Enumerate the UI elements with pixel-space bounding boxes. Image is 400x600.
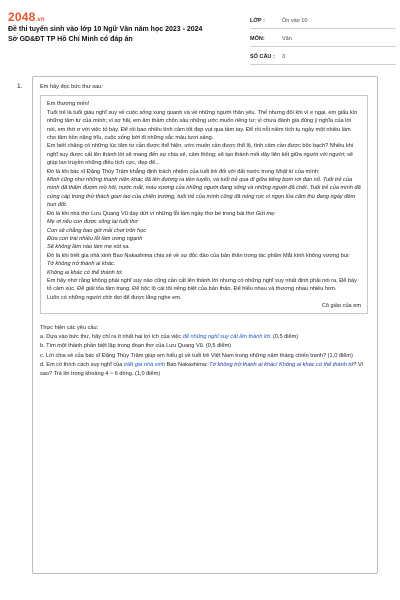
paragraph-text: của mình:	[293, 168, 320, 175]
paragraph-text: Đó là khi nhà thơ Lưu Quang Vũ day dứt vì những lỗi lầm ngày thơ bé trong bài thơ	[47, 210, 256, 217]
letter-paragraph-6: Đó là khi triết gia nhà xinh Bao Nakashima chia sẻ về sự độc đáo của bản thân trong tác phẩm Mắt kính không vương bụi:	[47, 252, 350, 259]
quote-line: Tớ không trở thành ai khác.	[47, 261, 116, 268]
meta-row-question-count	[250, 49, 396, 65]
poem-line: Đừa con trai nhiều lỗi lầm ương ngạnh	[47, 235, 143, 242]
meta-row-subject	[250, 31, 396, 47]
task-text: d. Em có thích cách suy nghĩ của	[40, 362, 124, 369]
poem-line: Sẽ không làm nào làm mẹ xót xa.	[47, 244, 131, 251]
meta-value: Văn	[282, 35, 292, 42]
meta-key: LỚP :	[250, 17, 265, 24]
task-text: . (0,5 điểm)	[269, 333, 299, 340]
meta-value: Ôn vào 10	[282, 17, 308, 24]
task-a	[40, 333, 368, 341]
question-prompt: Em hãy đọc bức thư sau:	[40, 84, 103, 90]
letter-paragraph-8: Luôn có những người chờ đợi để được lắng nghe em.	[47, 294, 182, 301]
letter-signature: Cô giáo của em	[321, 303, 361, 310]
exam-title-line-2: Sở GD&ĐT TP Hồ Chí Minh có đáp án	[8, 36, 133, 43]
task-list	[40, 324, 368, 378]
exam-title-line-1: Đề thi tuyển sinh vào lớp 10 Ngữ Văn năm học 2023 - 2024	[8, 26, 203, 33]
task-highlight: Tớ không trở thành ai khác/ Không ai khác có thể thành tớ	[209, 362, 354, 369]
logo-suffix: .vn	[35, 17, 45, 23]
letter-paragraph-3	[47, 168, 361, 176]
page-header	[0, 0, 400, 68]
letter-paragraph-1: Tuổi trẻ là tuổi giàu nghĩ suy về cuộc sống xung quanh và về những người thân yêu. Thế nhưng đôi khi vì e ngại, em giấu kín những tâm tư của mình; vì sợ hãi, em âm thầm chôn sâu những ước muốn riêng tư; vì chưa đánh giá đúng ý nghĩa của lời nói, em thờ ơ với việc tỏ bày. Để rồi bao nhiêu tình cảm tốt đẹp vụt qua tầm tay. Để rồi nỗi niềm tích tụ ngày một nhiều làm cho tâm hồn nặng trĩu, cuộc sống bớt đi những sắc màu tươi sáng.	[47, 109, 358, 142]
task-c: c. Lời chia sẻ của bác sĩ Đặng Thùy Trâm giúp em hiểu gì về tuổi trẻ Việt Nam trong những năm tháng chiến tranh? (1,0 điểm)	[40, 352, 353, 359]
quote-line: Không ai khác có thể thành tớ.	[47, 269, 123, 276]
site-logo[interactable]	[8, 10, 45, 24]
task-text: ? Vì sao? Trả lời trong khoảng 4 ~ 6 dòng. (1,0 điểm)	[40, 362, 364, 377]
paragraph-text: :	[274, 210, 276, 217]
letter-passage	[40, 95, 368, 313]
letter-paragraph-5	[47, 210, 361, 218]
question-box	[32, 76, 378, 574]
task-intro: Thực hiện các yêu cầu:	[40, 324, 99, 331]
task-highlight: để những nghĩ suy cất lên thành lời	[182, 333, 270, 340]
work-title: Nhật kí	[275, 168, 294, 175]
paragraph-text: Đó là khi bác sĩ Đặng Thùy Trâm khẳng định trách nhiệm của tuổi trẻ đối với đất nước trong	[47, 168, 276, 175]
poem-line: Mẹ ơi nếu con được sống lại tuổi thơ	[47, 219, 138, 226]
exam-title	[8, 25, 243, 45]
meta-key: SỐ CÂU :	[250, 53, 275, 60]
task-text: Bao Nakashima:	[165, 362, 210, 369]
meta-value: 3	[282, 53, 286, 60]
exam-meta	[250, 13, 396, 67]
task-b: b. Tìm một thành phần biệt lập trong đoạn thơ của Lưu Quang Vũ. (0,5 điểm)	[40, 343, 232, 350]
question-number: 1.	[17, 83, 23, 90]
poem-title: Gửi mẹ	[255, 210, 275, 217]
logo-main: 2048	[8, 10, 36, 24]
diary-quote: Mình cũng như những thanh niên khác đã lên đường ra tiền tuyến, và tuổi trẻ qua đi giữa tiếng bom rơi đạn nổ. Tuổi trẻ của mình đã thấm đượm mồ hôi, nước mắt, máu xương của những người đang sống và những người đã chết. Tuổi trẻ của mình đã cứng cáp trong thử thách gian lao của chiến trường, tuổi trẻ của mình cũng đã nóng rực vì ngọn lửa căm thù đang ngày đêm hun đốt.	[47, 177, 361, 209]
letter-greeting: Em thương mến!	[47, 101, 90, 108]
letter-paragraph-7: Em hãy nhớ rằng không phải nghĩ suy nào cũng cần cất lên thành lời nhưng có những nghĩ suy nhất định phải nói ra. Để bày tỏ cảm xúc. Để giải tỏa tâm trạng. Để bộc lộ cái tôi riêng biệt của bản thân. Để hiểu nhau và thương nhau nhiều hơn.	[47, 277, 357, 293]
letter-paragraph-2: Em biết chăng có những lúc tâm tư cần được thể hiện, ước muốn cần được thổ lộ, tình cảm cần được bộc bạch? Nhiều khi nghĩ suy được cất lên thành lời sẽ mang đến sự chia sẻ, cảm thông; sẽ tạo thành mối dây liên kết giữa người với người; sẽ giúp lan truyền những điều tích cực, đẹp đẽ...	[47, 143, 354, 167]
task-d	[40, 361, 368, 378]
meta-row-class	[250, 13, 396, 29]
poem-line: Con sẽ chẳng bao giờ mải chơi trốn học	[47, 227, 147, 234]
meta-key: MÔN:	[250, 35, 265, 42]
question-content	[40, 83, 368, 379]
task-highlight: triết gia nhà xinh	[123, 362, 165, 369]
task-text: a. Dựa vào bức thư, hãy chỉ ra ít nhất hai lợi ích của việc	[40, 333, 183, 340]
